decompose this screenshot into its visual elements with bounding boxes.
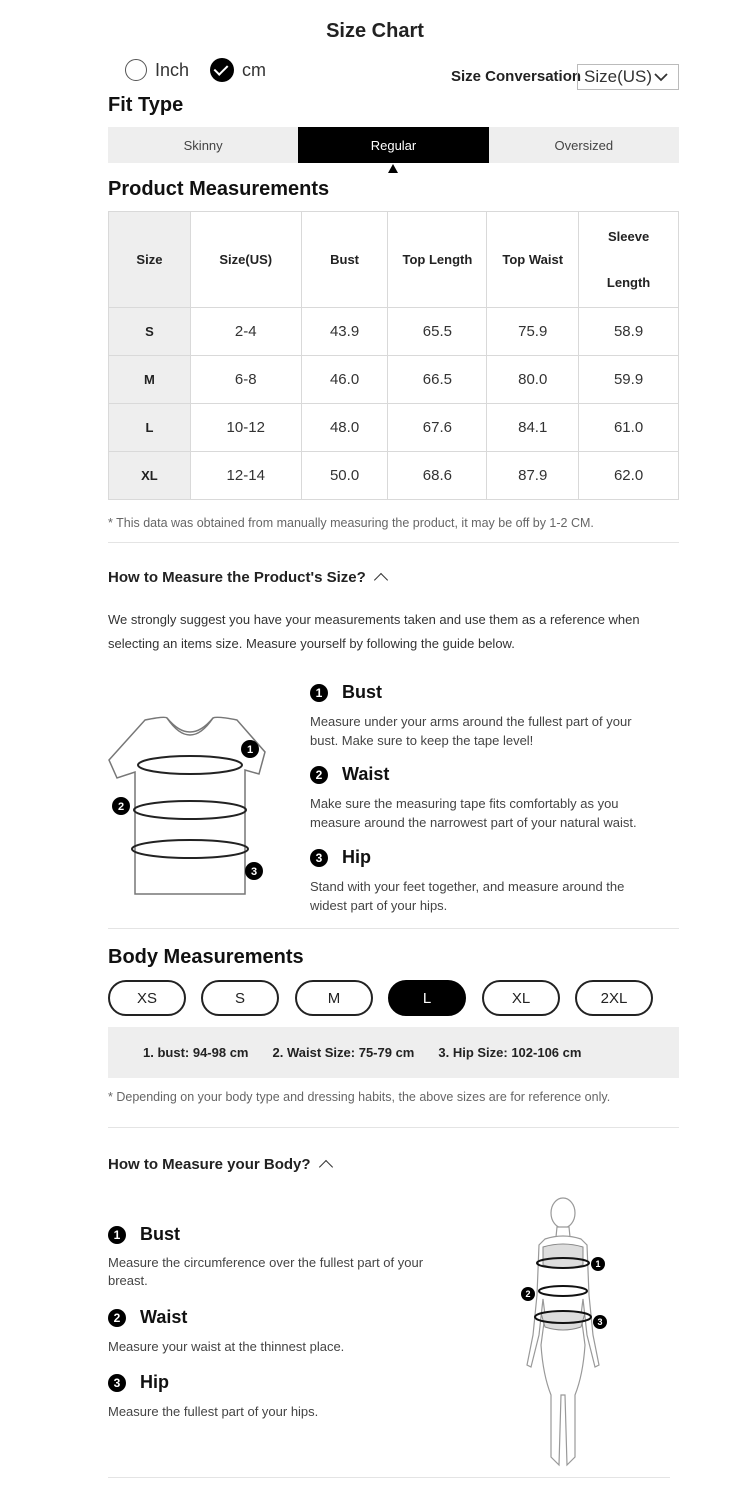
product-step-bust bbox=[310, 682, 690, 750]
cell-bust: 50.0 bbox=[301, 452, 388, 500]
step-desc: Measure the fullest part of your hips. bbox=[108, 1404, 319, 1419]
col-sleeve-line1: Sleeve bbox=[607, 228, 650, 244]
bust-value: 1. bust: 94-98 cm bbox=[143, 1045, 249, 1060]
size-conversion-value: Size(US) bbox=[584, 67, 653, 86]
step-desc: Measure your waist at the thinnest place. bbox=[108, 1339, 345, 1354]
body-step-hip bbox=[108, 1372, 488, 1421]
chevron-up-icon bbox=[318, 1160, 332, 1174]
size-pill-xl[interactable]: XL bbox=[482, 980, 560, 1016]
size-pill-2xl[interactable]: 2XL bbox=[575, 980, 653, 1016]
fit-type-tabs bbox=[108, 127, 679, 163]
body-guide-toggle[interactable] bbox=[108, 1156, 331, 1173]
step-desc: Make sure the measuring tape fits comfortably as you bbox=[310, 796, 619, 811]
cell-size-us: 12-14 bbox=[190, 452, 301, 500]
divider bbox=[108, 1477, 670, 1478]
size-pill-m[interactable]: M bbox=[295, 980, 373, 1016]
col-bust: Bust bbox=[301, 212, 388, 308]
step-desc: bust. Make sure to keep the tape level! bbox=[310, 733, 534, 748]
unit-inch-label: Inch bbox=[155, 59, 190, 80]
hip-value: 3. Hip Size: 102-106 cm bbox=[438, 1045, 582, 1060]
cell-size-us: 6-8 bbox=[190, 356, 301, 404]
cell-size: L bbox=[109, 404, 191, 452]
product-measurements-note: * This data was obtained from manually measuring the product, it may be off by 1-2 CM. bbox=[108, 516, 594, 530]
step-title: Bust bbox=[140, 1224, 180, 1244]
svg-text:1: 1 bbox=[246, 744, 254, 756]
cell-bust: 43.9 bbox=[301, 308, 388, 356]
col-top-length: Top Length bbox=[388, 212, 487, 308]
caret-up-icon bbox=[388, 164, 398, 173]
step-title: Waist bbox=[342, 764, 390, 784]
cell-size-us: 2-4 bbox=[190, 308, 301, 356]
cell-top-length: 67.6 bbox=[388, 404, 487, 452]
size-conversion-label: Size Conversation bbox=[451, 68, 582, 85]
svg-text:3: 3 bbox=[597, 1317, 603, 1327]
cell-sleeve-length: 62.0 bbox=[579, 452, 679, 500]
step-desc: Measure under your arms around the fullest part of your bbox=[310, 714, 632, 729]
cell-top-length: 65.5 bbox=[388, 308, 487, 356]
size-pill-s[interactable]: S bbox=[201, 980, 279, 1016]
table-row bbox=[109, 452, 679, 500]
cell-size: S bbox=[109, 308, 191, 356]
waist-value: 2. Waist Size: 75-79 cm bbox=[272, 1045, 415, 1060]
col-sleeve-length bbox=[579, 212, 679, 308]
intro-line: selecting an items size. Measure yourself by following the guide below. bbox=[108, 636, 515, 651]
body-illustration bbox=[515, 1195, 615, 1470]
cell-top-length: 68.6 bbox=[388, 452, 487, 500]
step-desc: Measure the circumference over the fullest part of your bbox=[108, 1255, 424, 1270]
body-guide-heading: How to Measure your Body? bbox=[108, 1156, 311, 1173]
body-step-waist bbox=[108, 1307, 488, 1356]
step-title: Hip bbox=[140, 1372, 169, 1392]
number-3-icon: 3 bbox=[310, 849, 328, 867]
page-title: Size Chart bbox=[326, 20, 424, 42]
col-size-us: Size(US) bbox=[190, 212, 301, 308]
step-desc: measure around the narrowest part of your natural waist. bbox=[310, 815, 637, 830]
divider bbox=[108, 1127, 679, 1128]
body-measurements-note: * Depending on your body type and dressing habits, the above sizes are for reference only. bbox=[108, 1090, 611, 1104]
body-measurements-heading: Body Measurements bbox=[108, 946, 304, 968]
tab-oversized[interactable]: Oversized bbox=[554, 137, 614, 153]
tab-skinny[interactable]: Skinny bbox=[183, 137, 223, 153]
size-pill-l[interactable]: L bbox=[388, 980, 466, 1016]
cell-size: XL bbox=[109, 452, 191, 500]
chevron-up-icon bbox=[374, 573, 388, 587]
number-3-icon: 3 bbox=[108, 1374, 126, 1392]
col-top-waist: Top Waist bbox=[487, 212, 579, 308]
chevron-down-icon bbox=[654, 72, 668, 82]
col-sleeve-line2: Length bbox=[606, 274, 651, 290]
step-desc: widest part of your hips. bbox=[310, 898, 448, 913]
fit-type-heading: Fit Type bbox=[108, 94, 184, 116]
cell-top-waist: 87.9 bbox=[487, 452, 579, 500]
cell-bust: 46.0 bbox=[301, 356, 388, 404]
table-row bbox=[109, 404, 679, 452]
cell-top-waist: 75.9 bbox=[487, 308, 579, 356]
body-measurements-values bbox=[108, 1027, 679, 1078]
cell-top-length: 66.5 bbox=[388, 356, 487, 404]
divider bbox=[108, 542, 679, 543]
cell-top-waist: 84.1 bbox=[487, 404, 579, 452]
product-step-waist bbox=[310, 764, 690, 832]
svg-text:2: 2 bbox=[117, 801, 125, 813]
product-measurements-heading: Product Measurements bbox=[108, 178, 330, 200]
step-title: Hip bbox=[342, 847, 371, 867]
step-desc: Stand with your feet together, and measure around the bbox=[310, 879, 625, 894]
table-row bbox=[109, 308, 679, 356]
svg-text:2: 2 bbox=[525, 1289, 531, 1299]
step-title: Waist bbox=[140, 1307, 188, 1327]
radio-unchecked-icon bbox=[125, 59, 147, 81]
product-guide-intro bbox=[108, 608, 688, 656]
size-conversion-select[interactable] bbox=[577, 64, 679, 90]
cell-sleeve-length: 58.9 bbox=[579, 308, 679, 356]
cell-size-us: 10-12 bbox=[190, 404, 301, 452]
unit-cm-label: cm bbox=[242, 59, 266, 80]
check-icon bbox=[210, 58, 234, 82]
cell-bust: 48.0 bbox=[301, 404, 388, 452]
intro-line: We strongly suggest you have your measurements taken and use them as a reference when bbox=[108, 612, 640, 627]
cell-top-waist: 80.0 bbox=[487, 356, 579, 404]
tab-regular[interactable]: Regular bbox=[298, 127, 488, 163]
product-measurements-table bbox=[108, 211, 679, 500]
body-step-bust bbox=[108, 1224, 488, 1290]
number-1-icon: 1 bbox=[310, 684, 328, 702]
product-guide-heading: How to Measure the Product's Size? bbox=[108, 569, 366, 586]
cell-size: M bbox=[109, 356, 191, 404]
cell-sleeve-length: 61.0 bbox=[579, 404, 679, 452]
step-title: Bust bbox=[342, 682, 382, 702]
size-pill-xs[interactable]: XS bbox=[108, 980, 186, 1016]
product-guide-toggle[interactable] bbox=[108, 569, 386, 586]
table-header-row bbox=[109, 212, 679, 308]
number-2-icon: 2 bbox=[310, 766, 328, 784]
tshirt-illustration bbox=[105, 712, 275, 902]
col-size: Size bbox=[109, 212, 191, 308]
divider bbox=[108, 928, 679, 929]
number-1-icon: 1 bbox=[108, 1226, 126, 1244]
svg-text:1: 1 bbox=[595, 1259, 601, 1269]
unit-cm-option[interactable] bbox=[210, 58, 266, 82]
unit-inch-option[interactable] bbox=[125, 59, 189, 81]
step-desc: breast. bbox=[108, 1273, 148, 1288]
svg-text:3: 3 bbox=[250, 866, 258, 878]
product-step-hip bbox=[310, 847, 690, 915]
number-2-icon: 2 bbox=[108, 1309, 126, 1327]
cell-sleeve-length: 59.9 bbox=[579, 356, 679, 404]
table-row bbox=[109, 356, 679, 404]
